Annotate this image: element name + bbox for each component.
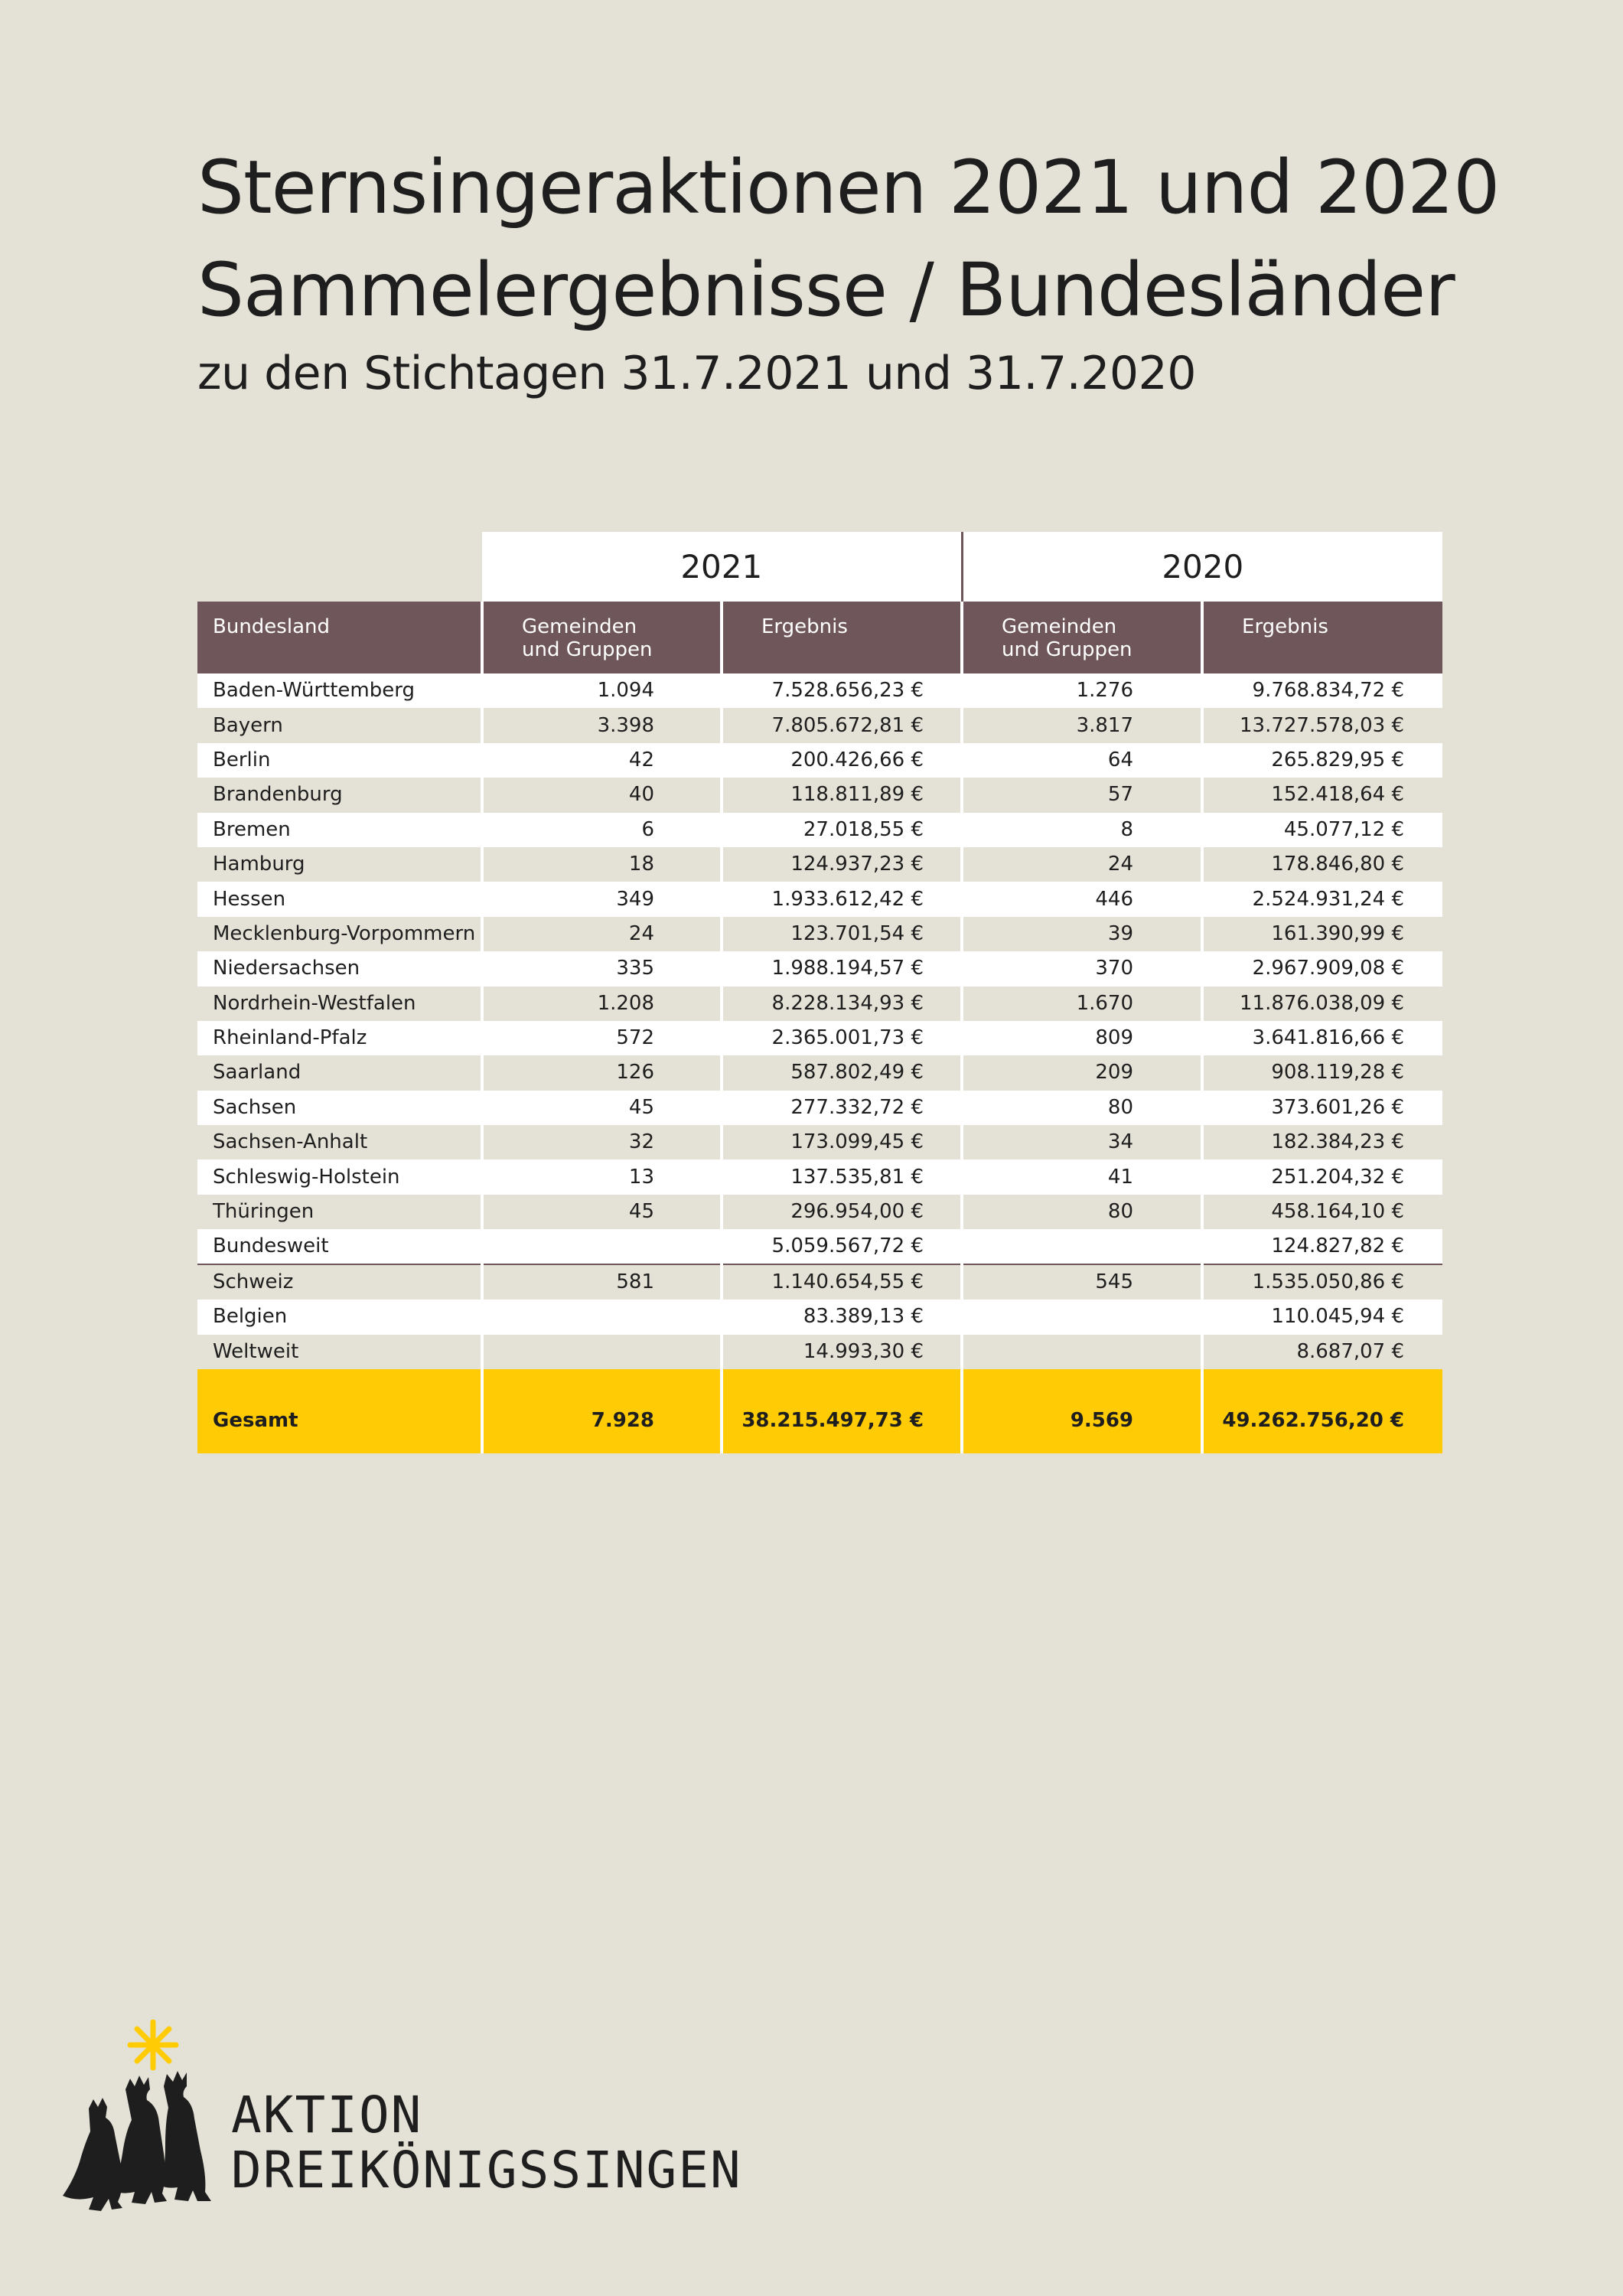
cell-result-2021: 5.059.567,72 € bbox=[722, 1229, 962, 1264]
cell-groups-2020: 34 bbox=[962, 1125, 1202, 1159]
cell-result-2020: 1.535.050,86 € bbox=[1202, 1264, 1442, 1300]
aktion-dreikoenigssingen-logo bbox=[58, 2013, 747, 2212]
title-line-2: Sammelergebnisse / Bundesländer bbox=[197, 247, 1455, 333]
cell-result-2020: 124.827,82 € bbox=[1202, 1229, 1442, 1264]
cell-result-2020: 2.967.909,08 € bbox=[1202, 951, 1442, 986]
table-row bbox=[197, 1091, 1442, 1125]
cell-result-2021: 200.426,66 € bbox=[722, 743, 962, 778]
cell-result-2020: 161.390,99 € bbox=[1202, 917, 1442, 951]
cell-result-2020: 110.045,94 € bbox=[1202, 1300, 1442, 1334]
cell-result-2021: 137.535,81 € bbox=[722, 1159, 962, 1194]
cell-result-2021: 8.228.134,93 € bbox=[722, 987, 962, 1021]
groups-label-line1: Gemeinden bbox=[1002, 615, 1117, 638]
cell-result-2021: 27.018,55 € bbox=[722, 813, 962, 847]
cell-result-2020: 45.077,12 € bbox=[1202, 813, 1442, 847]
column-header-region: Bundesland bbox=[197, 602, 482, 673]
cell-region: Baden-Württemberg bbox=[197, 673, 482, 708]
cell-result-2021: 1.140.654,55 € bbox=[722, 1264, 962, 1300]
cell-region: Schleswig-Holstein bbox=[197, 1159, 482, 1194]
cell-result-2021: 7.528.656,23 € bbox=[722, 673, 962, 708]
cell-region: Thüringen bbox=[197, 1195, 482, 1229]
cell-region: Nordrhein-Westfalen bbox=[197, 987, 482, 1021]
cell-groups-2021: 349 bbox=[482, 882, 722, 916]
cell-groups-2020: 545 bbox=[962, 1264, 1202, 1300]
logo-line-2: DREIKÖNIGSSINGEN bbox=[231, 2141, 742, 2200]
total-groups-2020: 9.569 bbox=[962, 1369, 1202, 1453]
cell-result-2020: 251.204,32 € bbox=[1202, 1159, 1442, 1194]
cell-groups-2020: 80 bbox=[962, 1091, 1202, 1125]
table-row bbox=[197, 778, 1442, 812]
cell-groups-2021: 581 bbox=[482, 1264, 722, 1300]
cell-result-2020: 8.687,07 € bbox=[1202, 1335, 1442, 1369]
page-title bbox=[197, 136, 1499, 341]
page-subtitle: zu den Stichtagen 31.7.2021 und 31.7.2020 bbox=[197, 347, 1196, 400]
cell-result-2021: 173.099,45 € bbox=[722, 1125, 962, 1159]
table-row bbox=[197, 1229, 1442, 1264]
table-body bbox=[197, 673, 1442, 1369]
cell-groups-2020: 209 bbox=[962, 1055, 1202, 1090]
logo-wordmark bbox=[231, 2088, 742, 2198]
cell-result-2021: 7.805.672,81 € bbox=[722, 708, 962, 742]
cell-result-2020: 3.641.816,66 € bbox=[1202, 1021, 1442, 1055]
cell-groups-2021: 32 bbox=[482, 1125, 722, 1159]
cell-region: Niedersachsen bbox=[197, 951, 482, 986]
table-row bbox=[197, 1021, 1442, 1055]
table-row bbox=[197, 1125, 1442, 1159]
table-row bbox=[197, 1159, 1442, 1194]
cell-groups-2021: 13 bbox=[482, 1159, 722, 1194]
cell-region: Bayern bbox=[197, 708, 482, 742]
cell-groups-2020: 64 bbox=[962, 743, 1202, 778]
cell-result-2021: 296.954,00 € bbox=[722, 1195, 962, 1229]
table-row bbox=[197, 882, 1442, 916]
star-icon bbox=[130, 2022, 176, 2068]
table-row bbox=[197, 987, 1442, 1021]
cell-region: Bremen bbox=[197, 813, 482, 847]
table-row bbox=[197, 917, 1442, 951]
kings-silhouette-icon bbox=[63, 2071, 211, 2211]
table-row bbox=[197, 1335, 1442, 1369]
year-header-row bbox=[197, 532, 1442, 602]
cell-region: Sachsen-Anhalt bbox=[197, 1125, 482, 1159]
cell-groups-2020 bbox=[962, 1229, 1202, 1264]
table-row bbox=[197, 951, 1442, 986]
table-row bbox=[197, 1300, 1442, 1334]
table-row bbox=[197, 743, 1442, 778]
cell-groups-2021 bbox=[482, 1300, 722, 1334]
results-table bbox=[197, 532, 1442, 1453]
cell-groups-2021: 42 bbox=[482, 743, 722, 778]
cell-region: Belgien bbox=[197, 1300, 482, 1334]
cell-groups-2021: 24 bbox=[482, 917, 722, 951]
three-kings-star-icon bbox=[58, 2013, 227, 2212]
cell-groups-2020 bbox=[962, 1335, 1202, 1369]
cell-groups-2021: 6 bbox=[482, 813, 722, 847]
year-header-blank bbox=[197, 532, 482, 602]
table-row bbox=[197, 673, 1442, 708]
cell-region: Brandenburg bbox=[197, 778, 482, 812]
cell-groups-2020: 3.817 bbox=[962, 708, 1202, 742]
cell-result-2020: 182.384,23 € bbox=[1202, 1125, 1442, 1159]
total-result-2021: 38.215.497,73 € bbox=[722, 1369, 962, 1453]
cell-result-2020: 373.601,26 € bbox=[1202, 1091, 1442, 1125]
cell-groups-2021: 572 bbox=[482, 1021, 722, 1055]
cell-groups-2021: 126 bbox=[482, 1055, 722, 1090]
cell-result-2020: 152.418,64 € bbox=[1202, 778, 1442, 812]
table-row bbox=[197, 1195, 1442, 1229]
cell-region: Hamburg bbox=[197, 847, 482, 882]
total-groups-2021: 7.928 bbox=[482, 1369, 722, 1453]
cell-result-2020: 2.524.931,24 € bbox=[1202, 882, 1442, 916]
groups-label-line2: und Gruppen bbox=[522, 638, 653, 661]
column-header-result-2021: Ergebnis bbox=[722, 602, 962, 673]
cell-groups-2021: 1.208 bbox=[482, 987, 722, 1021]
year-header-2020: 2020 bbox=[962, 532, 1442, 602]
cell-groups-2021 bbox=[482, 1335, 722, 1369]
cell-groups-2021: 40 bbox=[482, 778, 722, 812]
cell-result-2021: 587.802,49 € bbox=[722, 1055, 962, 1090]
cell-groups-2020: 446 bbox=[962, 882, 1202, 916]
column-header-result-2020: Ergebnis bbox=[1202, 602, 1442, 673]
cell-groups-2020: 1.276 bbox=[962, 673, 1202, 708]
cell-groups-2021: 45 bbox=[482, 1091, 722, 1125]
title-line-1: Sternsingeraktionen 2021 und 2020 bbox=[197, 145, 1500, 230]
year-header-2021: 2021 bbox=[482, 532, 962, 602]
cell-result-2021: 1.933.612,42 € bbox=[722, 882, 962, 916]
cell-result-2020: 9.768.834,72 € bbox=[1202, 673, 1442, 708]
cell-region: Hessen bbox=[197, 882, 482, 916]
cell-result-2021: 123.701,54 € bbox=[722, 917, 962, 951]
cell-result-2020: 11.876.038,09 € bbox=[1202, 987, 1442, 1021]
table-row bbox=[197, 1264, 1442, 1300]
cell-groups-2020: 41 bbox=[962, 1159, 1202, 1194]
cell-groups-2021: 18 bbox=[482, 847, 722, 882]
total-result-2020: 49.262.756,20 € bbox=[1202, 1369, 1442, 1453]
cell-region: Berlin bbox=[197, 743, 482, 778]
table-row bbox=[197, 847, 1442, 882]
cell-groups-2021: 335 bbox=[482, 951, 722, 986]
cell-result-2021: 124.937,23 € bbox=[722, 847, 962, 882]
table-row bbox=[197, 708, 1442, 742]
cell-region: Saarland bbox=[197, 1055, 482, 1090]
cell-groups-2021: 1.094 bbox=[482, 673, 722, 708]
cell-result-2020: 458.164,10 € bbox=[1202, 1195, 1442, 1229]
cell-result-2020: 908.119,28 € bbox=[1202, 1055, 1442, 1090]
cell-result-2020: 265.829,95 € bbox=[1202, 743, 1442, 778]
cell-groups-2020: 8 bbox=[962, 813, 1202, 847]
cell-groups-2020: 39 bbox=[962, 917, 1202, 951]
table-row bbox=[197, 1055, 1442, 1090]
total-label: Gesamt bbox=[197, 1369, 482, 1453]
cell-result-2021: 1.988.194,57 € bbox=[722, 951, 962, 986]
cell-region: Mecklenburg-Vorpommern bbox=[197, 917, 482, 951]
table-row bbox=[197, 813, 1442, 847]
cell-groups-2020: 24 bbox=[962, 847, 1202, 882]
cell-result-2021: 83.389,13 € bbox=[722, 1300, 962, 1334]
cell-groups-2021 bbox=[482, 1229, 722, 1264]
cell-groups-2020: 809 bbox=[962, 1021, 1202, 1055]
cell-region: Bundesweit bbox=[197, 1229, 482, 1264]
cell-groups-2020: 57 bbox=[962, 778, 1202, 812]
total-row bbox=[197, 1369, 1442, 1453]
cell-region: Rheinland-Pfalz bbox=[197, 1021, 482, 1055]
cell-groups-2020: 80 bbox=[962, 1195, 1202, 1229]
logo-line-1: AKTION bbox=[231, 2086, 423, 2144]
cell-groups-2020 bbox=[962, 1300, 1202, 1334]
cell-result-2020: 178.846,80 € bbox=[1202, 847, 1442, 882]
cell-result-2021: 14.993,30 € bbox=[722, 1335, 962, 1369]
cell-result-2020: 13.727.578,03 € bbox=[1202, 708, 1442, 742]
cell-groups-2020: 370 bbox=[962, 951, 1202, 986]
cell-result-2021: 2.365.001,73 € bbox=[722, 1021, 962, 1055]
cell-region: Sachsen bbox=[197, 1091, 482, 1125]
cell-result-2021: 277.332,72 € bbox=[722, 1091, 962, 1125]
column-header-groups-2021 bbox=[482, 602, 722, 673]
cell-region: Schweiz bbox=[197, 1264, 482, 1300]
cell-groups-2021: 45 bbox=[482, 1195, 722, 1229]
groups-label-line2: und Gruppen bbox=[1002, 638, 1133, 661]
column-header-groups-2020 bbox=[962, 602, 1202, 673]
cell-groups-2020: 1.670 bbox=[962, 987, 1202, 1021]
cell-result-2021: 118.811,89 € bbox=[722, 778, 962, 812]
groups-label-line1: Gemeinden bbox=[522, 615, 637, 638]
cell-groups-2021: 3.398 bbox=[482, 708, 722, 742]
cell-region: Weltweit bbox=[197, 1335, 482, 1369]
column-header-row bbox=[197, 602, 1442, 673]
